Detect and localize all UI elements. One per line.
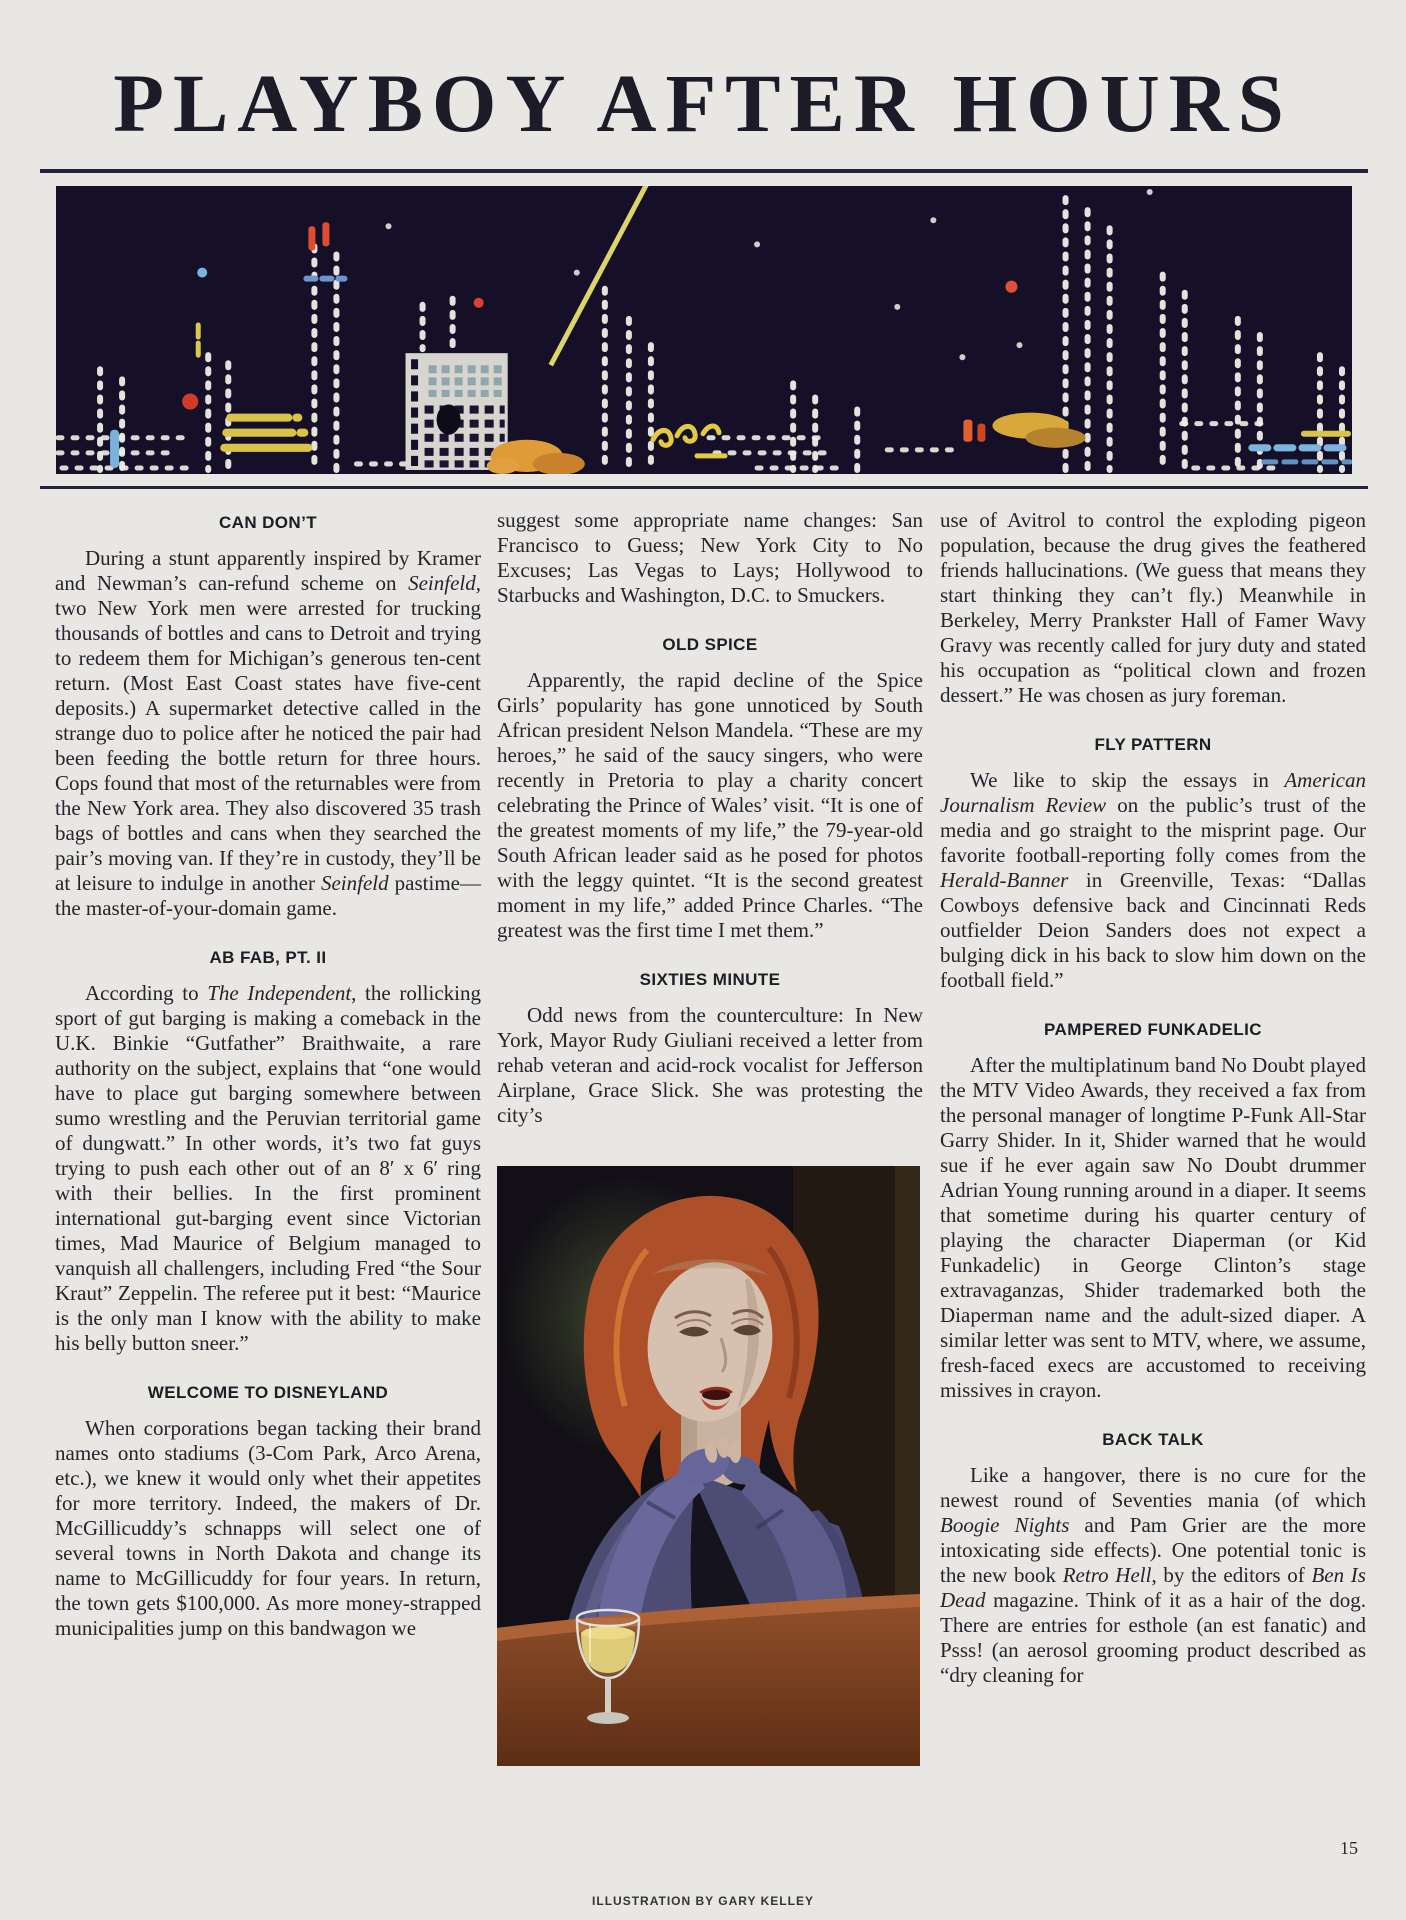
article-paragraph: We like to skip the essays in American Journalism Review on the public’s trust of the media and go straight to the misprint page. Our favorite football-reporting folly comes from the Herald-Banner in Greenville, Texas: “Dallas Cowboys defensive back and Cincinnati Reds outfielder Deion Sanders does not expect a bulging dick in his back to slow him down on the football field.”: [940, 768, 1366, 992]
article-paragraph: After the multiplatinum band No Doubt played the MTV Video Awards, they received a fax from the personal manager of longtime P-Funk All-Star Garry Shider. In it, Shider warned that he would sue if he ever again saw No Doubt drummer Adrian Young running around in a diaper. It seems that sometime during his quarter century of playing the character Diaperman (or Kid Funkadelic) in George Clinton’s stage extravaganzas, Shider trademarked both the Diaperman name and the adult-sized diaper. A similar letter was sent to MTV, where, we assume, fresh-faced execs are accustomed to receiving missives in crayon.: [940, 1053, 1366, 1402]
article-paragraph: Like a hangover, there is no cure for the newest round of Seventies mania (of which Boogie Nights and Pam Grier are the more intoxicating side effects). One potential tonic is the new book Retro Hell, by the editors of Ben Is Dead magazine. Think of it as a hair of the dog. There are entries for esthole (an est fanatic) and Psss! (an aerosol grooming product described as “dry cleaning for: [940, 1463, 1366, 1687]
city-skyline-art: [56, 186, 1352, 474]
page-title: PLAYBOY AFTER HOURS: [113, 57, 1293, 149]
illustration-credit: ILLUSTRATION BY GARY KELLEY: [592, 1894, 814, 1908]
section-heading-ab-fab: AB FAB, PT. II: [209, 948, 327, 967]
page-number: 15: [1340, 1838, 1358, 1858]
section-heading-pampered-funkadelic: PAMPERED FUNKADELIC: [1044, 1020, 1262, 1039]
section-heading-back-talk: BACK TALK: [1102, 1430, 1204, 1449]
column-2: [497, 508, 923, 1766]
column-3: [940, 508, 1366, 1688]
article-paragraph: According to The Independent, the rollicking sport of gut barging is making a comeback in the U.K. Binkie “Gutfather” Braithwaite, a rare authority on the subject, explains that “one would have to place gut barging somewhere between sumo wrestling and the Peruvian territorial game of dungwatt.” In other words, it’s two fat guys trying to push each other out of an 8′ x 6′ ring with their bellies. In the first prominent international gut-barging event since Victorian times, Mad Maurice of Belgium managed to vanquish all challengers, including Fred “the Sour Kraut” Zeppelin. The referee put it best: “Maurice is the only man I know with the ability to make his belly button sneer.”: [55, 981, 481, 1355]
city-skyline-illustration: [56, 186, 1352, 474]
article-paragraph-continued: use of Avitrol to control the exploding pigeon population, because the drug gives the feathered friends hallucinations. (We guess that means they start thinking they can’t fly.) Meanwhile in Berkeley, Merry Prankster Hall of Famer Wavy Gravy was recently called for jury duty and stated his occupation as “political clown and frozen dessert.” He was chosen as jury foreman.: [940, 508, 1366, 707]
section-heading-fly-pattern: FLY PATTERN: [1094, 735, 1212, 754]
article-paragraph: During a stunt apparently inspired by Kramer and Newman’s can-refund scheme on Seinfeld, two New York men were arrested for trucking thousands of bottles and cans to Detroit and trying to redeem them for Michigan’s generous ten-cent return. (Most East Coast states have five-cent deposits.) A supermarket detective called in the strange duo to police after he noticed the pair had been feeding the bottle return for three hours. Cops found that most of the returnables were from the New York area. They also discovered 35 trash bags of bottles and cans when they searched the pair’s moving van. If they’re in custody, they’ll be at leisure to indulge in another Seinfeld pastime—the master-of-your-domain game.: [55, 546, 481, 920]
column-1: [55, 508, 481, 1641]
section-heading-old-spice: OLD SPICE: [662, 635, 758, 654]
woman-at-bar-art: [497, 1166, 920, 1766]
article-paragraph: When corporations began tacking their brand names onto stadiums (3-Com Park, Arco Arena, etc.), we knew it would only whet their appetites for more territory. Indeed, the makers of Dr. McGillicuddy’s schnapps will select one of several towns in North Dakota and change its name to McGillicuddy for four years. In return, the town gets $100,000. As more money-strapped municipalities jump on this bandwagon we: [55, 1416, 481, 1640]
article-paragraph-continued: suggest some appropriate name changes: San Francisco to Guess; New York City to No Excuses; Las Vegas to Lays; Hollywood to Starbucks and Washington, D.C. to Smuckers.: [497, 508, 923, 607]
section-heading-welcome-to-disneyland: WELCOME TO DISNEYLAND: [147, 1383, 389, 1402]
article-paragraph: Odd news from the counterculture: In New York, Mayor Rudy Giuliani received a letter from rehab veteran and acid-rock vocalist for Jefferson Airplane, Grace Slick. She was protesting the city’s: [497, 1003, 923, 1127]
header-rule: [40, 486, 1368, 489]
section-heading-can-dont: CAN DON’T: [218, 513, 318, 532]
article-paragraph: Apparently, the rapid decline of the Spice Girls’ popularity has gone unnoticed by South African president Nelson Mandela. “These are my heroes,” he said of the saucy singers, who were recently in Pretoria to play a charity concert celebrating the Prince of Wales’ visit. “It is one of the greatest moments of my life,” the 79-year-old South African leader said as he posed for photos with the leggy quintet. “It is the second greatest moment in my life,” added Prince Charles. “The greatest was the first time I met them.”: [497, 668, 923, 942]
woman-at-bar-illustration: [497, 1166, 920, 1766]
section-heading-sixties-minute: SIXTIES MINUTE: [639, 970, 781, 989]
title-rule: [40, 169, 1368, 173]
